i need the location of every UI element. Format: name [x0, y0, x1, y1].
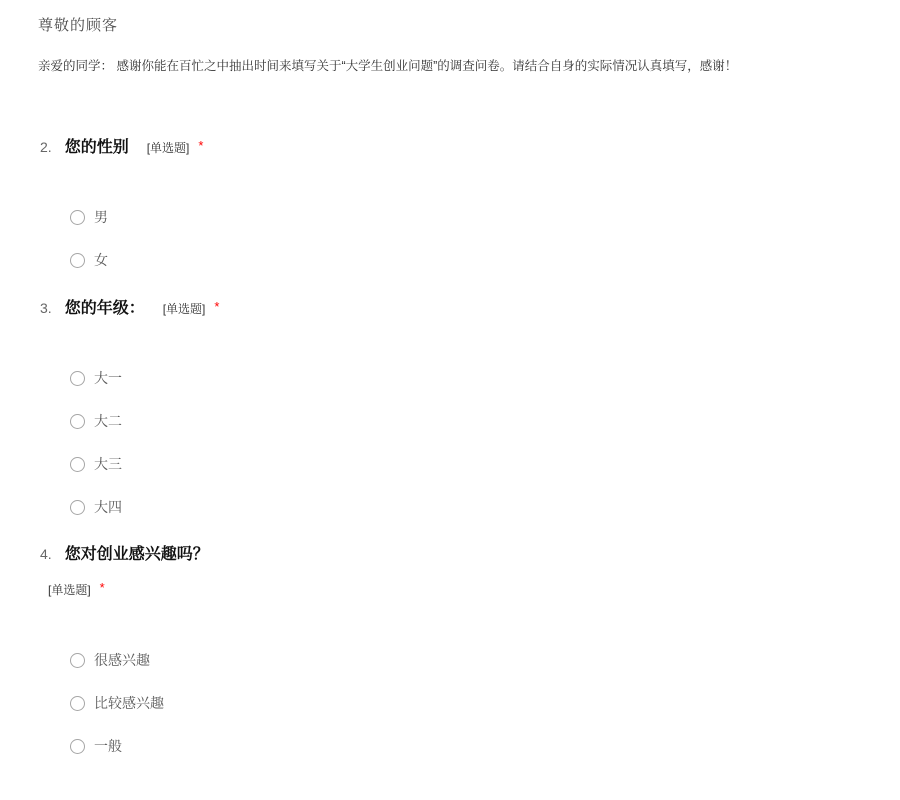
option-label: 大四 [94, 499, 122, 515]
radio-button-icon[interactable] [70, 500, 85, 515]
question-number: 2. [40, 139, 52, 155]
option-label: 一般 [94, 738, 122, 754]
radio-option-senior[interactable] [70, 499, 862, 515]
radio-option-male[interactable] [70, 209, 862, 225]
radio-button-icon[interactable] [70, 739, 85, 754]
option-label: 男 [94, 209, 108, 225]
radio-button-icon[interactable] [70, 653, 85, 668]
options-list [38, 209, 862, 268]
radio-option-junior[interactable] [70, 456, 862, 472]
option-label: 大一 [94, 370, 122, 386]
question-title: 您的年级： [64, 300, 145, 317]
radio-button-icon[interactable] [70, 696, 85, 711]
question-title: 您对创业感兴趣吗？ [64, 546, 209, 563]
question-number: 3. [40, 300, 52, 316]
radio-button-icon[interactable] [70, 414, 85, 429]
question-grade [38, 300, 862, 515]
radio-option-freshman[interactable] [70, 370, 862, 386]
options-list [38, 652, 862, 754]
radio-option-neutral[interactable] [70, 738, 862, 754]
radio-option-very-interested[interactable] [70, 652, 862, 668]
option-label: 比较感兴趣 [94, 695, 164, 711]
question-type-tag: [单选题] [162, 302, 206, 316]
option-label: 大二 [94, 413, 122, 429]
question-heading [38, 546, 862, 563]
radio-option-somewhat-interested[interactable] [70, 695, 862, 711]
question-number: 4. [40, 546, 52, 562]
question-heading [38, 139, 862, 157]
required-asterisk: * [198, 138, 204, 153]
radio-option-sophomore[interactable] [70, 413, 862, 429]
question-title: 您的性别 [64, 139, 129, 156]
question-meta [38, 582, 862, 598]
question-entrepreneurship-interest [38, 546, 862, 754]
question-type-tag: [单选题] [48, 583, 91, 597]
survey-title: 尊敬的顾客 [38, 17, 119, 34]
radio-button-icon[interactable] [70, 210, 85, 225]
radio-button-icon[interactable] [70, 371, 85, 386]
option-label: 女 [94, 252, 108, 268]
radio-option-female[interactable] [70, 252, 862, 268]
options-list [38, 370, 862, 515]
required-asterisk: * [99, 580, 105, 595]
survey-intro: 亲爱的同学： 感谢你能在百忙之中抽出时间来填写关于“大学生创业问题”的调查问卷。请结合自身的实际情况认真填写，感谢！ [38, 59, 738, 73]
radio-button-icon[interactable] [70, 253, 85, 268]
radio-button-icon[interactable] [70, 457, 85, 472]
question-gender [38, 139, 862, 268]
option-label: 大三 [94, 456, 122, 472]
option-label: 很感兴趣 [94, 652, 150, 668]
required-asterisk: * [214, 299, 220, 314]
question-heading [38, 300, 862, 318]
question-type-tag: [单选题] [146, 141, 190, 155]
